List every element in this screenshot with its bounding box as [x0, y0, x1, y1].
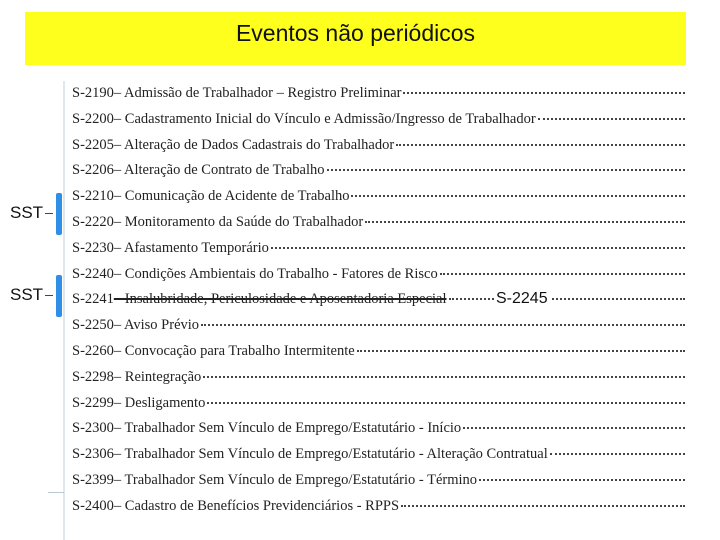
dot-leader [479, 478, 685, 481]
dot-leader [351, 194, 685, 197]
dot-leader [538, 117, 685, 120]
event-code: S-2241 [72, 291, 114, 308]
event-code: S-2200 [72, 110, 114, 127]
dot-leader [401, 504, 685, 507]
event-description: – Convocação para Trabalho Intermitente [113, 343, 355, 359]
dot-leader [550, 452, 685, 455]
sst-group-connector-2 [45, 295, 53, 296]
dot-leader [201, 323, 685, 326]
margin-dash [48, 492, 64, 493]
dot-leader [357, 349, 685, 352]
event-row-s-2206 [72, 162, 685, 182]
dot-leader [463, 426, 685, 429]
event-code: S-2250 [72, 317, 114, 334]
event-description: – Cadastro de Benefícios Previdenciários - RPPS [113, 497, 400, 514]
event-description: – Desligamento [113, 394, 206, 411]
overlay-event-code-note: S-2245 [496, 290, 548, 307]
title-banner [25, 12, 686, 65]
dot-leader [403, 91, 685, 94]
event-row-s-2298 [72, 369, 685, 389]
event-row-s-2250 [72, 317, 685, 337]
event-row-s-2200 [72, 111, 685, 131]
event-list-document [63, 81, 687, 540]
event-description: – Trabalhador Sem Vínculo de Emprego/Estatutário - Término [113, 472, 478, 488]
sst-group-connector-1 [45, 213, 53, 214]
event-row-s-2260 [72, 343, 685, 363]
event-row-s-2190 [72, 85, 685, 105]
event-description: – Cadastramento Inicial do Vínculo e Admissão/Ingresso de Trabalhador [113, 110, 536, 127]
event-row-s-2299 [72, 395, 685, 415]
event-row-s-2230 [72, 240, 685, 260]
event-code: S-2299 [72, 394, 114, 411]
sst-group-bracket-2 [56, 275, 62, 317]
event-description: – Alteração de Dados Cadastrais do Trabalhador [113, 136, 395, 153]
event-description: – Afastamento Temporário [113, 239, 269, 256]
event-code: S-2210 [72, 188, 114, 205]
dot-leader [365, 220, 685, 223]
sst-group-bracket-1 [56, 193, 62, 235]
event-description: – Insalubridade, Periculosidade e Aposentadoria Especial [113, 291, 447, 308]
event-description: – Admissão de Trabalhador – Registro Preliminar [113, 85, 402, 101]
event-code: S-2260 [72, 343, 114, 359]
event-code: S-2240 [72, 265, 114, 282]
event-description: – Trabalhador Sem Vínculo de Emprego/Estatutário - Início [113, 420, 462, 437]
dot-leader [396, 143, 685, 146]
dot-leader [271, 246, 685, 249]
dot-leader [449, 297, 686, 300]
event-row-s-2210 [72, 188, 685, 208]
page-title: Eventos não periódicos [235, 20, 476, 46]
event-row-s-2300 [72, 420, 685, 440]
event-description: – Aviso Prévio [113, 317, 200, 334]
event-row-s-2400 [72, 498, 685, 518]
event-row-s-2205 [72, 137, 685, 157]
event-code: S-2298 [72, 368, 114, 385]
event-code: S-2206 [72, 162, 114, 179]
event-description: – Monitoramento da Saúde do Trabalhador [113, 214, 364, 230]
dot-leader [327, 168, 685, 171]
event-code: S-2400 [72, 497, 114, 514]
event-description: – Reintegração [113, 368, 202, 385]
event-code: S-2190 [72, 85, 114, 101]
event-code: S-2306 [72, 446, 114, 463]
event-description: – Comunicação de Acidente de Trabalho [113, 188, 350, 205]
event-code: S-2399 [72, 472, 114, 488]
event-code: S-2220 [72, 214, 114, 230]
event-row-s-2306 [72, 446, 685, 466]
event-row-s-2241 [72, 291, 685, 311]
event-description: – Condições Ambientais do Trabalho - Fatores de Risco [113, 265, 438, 282]
event-code: S-2230 [72, 239, 114, 256]
sst-group-label-1: SST [10, 203, 44, 222]
dot-leader [203, 375, 685, 378]
event-row-s-2399 [72, 472, 685, 492]
sst-group-label-2: SST [10, 285, 44, 304]
dot-leader [440, 272, 685, 275]
event-code: S-2205 [72, 136, 114, 153]
event-row-s-2240 [72, 266, 685, 286]
event-description: – Trabalhador Sem Vínculo de Emprego/Estatutário - Alteração Contratual [113, 446, 548, 463]
event-row-s-2220 [72, 214, 685, 234]
event-description: – Alteração de Contrato de Trabalho [113, 162, 325, 179]
dot-leader [207, 401, 685, 404]
event-code: S-2300 [72, 420, 114, 437]
